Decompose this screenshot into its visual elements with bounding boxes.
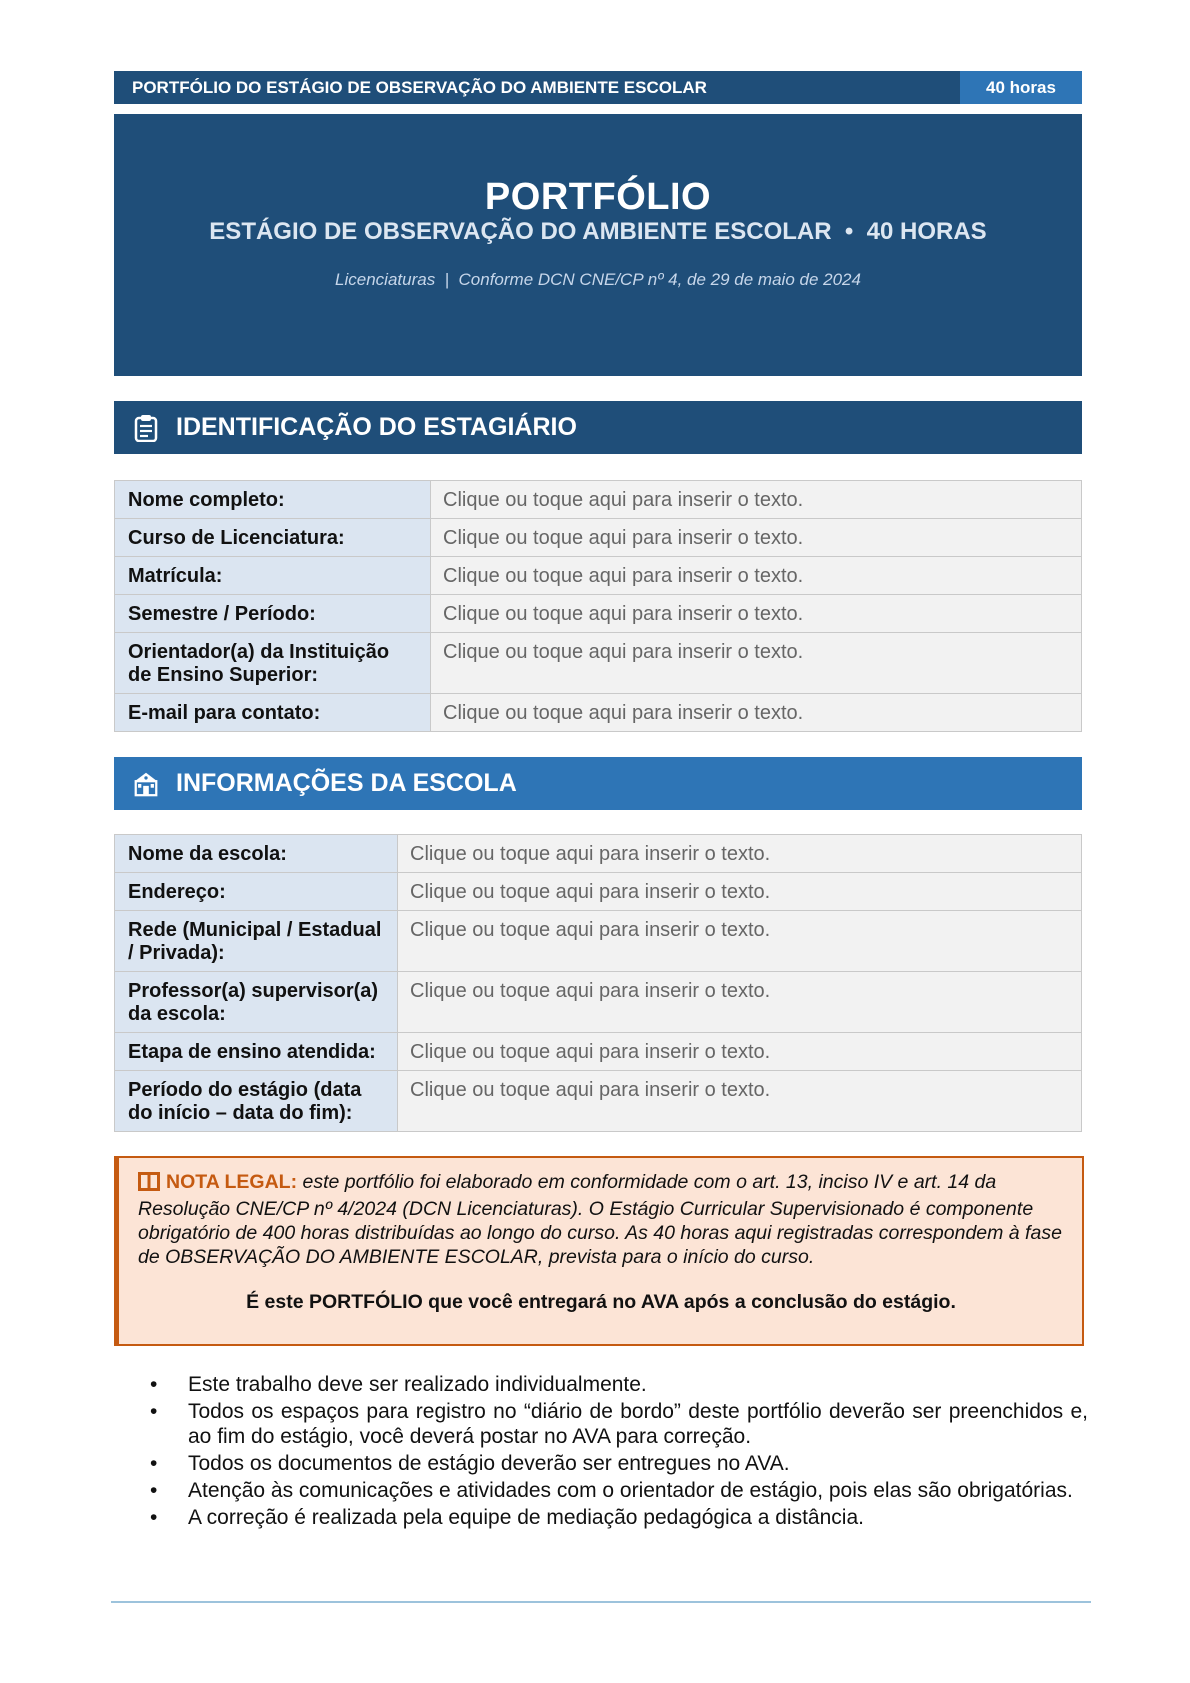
- legal-note-box: [114, 1156, 1084, 1346]
- list-item: • Atenção às comunicações e atividades com o orientador de estágio, pois elas são obrigatórias.: [150, 1478, 1088, 1503]
- form-row-semestre: [115, 595, 1082, 633]
- cover-banner: [114, 114, 1082, 376]
- curso-field[interactable]: Clique ou toque aqui para inserir o texto.: [431, 519, 1082, 557]
- email-field[interactable]: Clique ou toque aqui para inserir o texto.: [431, 694, 1082, 732]
- periodo-field[interactable]: Clique ou toque aqui para inserir o texto.: [398, 1071, 1082, 1132]
- instructions-list: [150, 1372, 1088, 1532]
- field-label: E-mail para contato:: [115, 694, 431, 732]
- form-row-endereco: [115, 873, 1082, 911]
- legal-note-cta: É este PORTFÓLIO que você entregará no AVA após a conclusão do estágio.: [246, 1291, 956, 1313]
- form-row-etapa: [115, 1033, 1082, 1071]
- list-item: • Todos os documentos de estágio deverão ser entregues no AVA.: [150, 1451, 1088, 1476]
- etapa-field[interactable]: Clique ou toque aqui para inserir o texto.: [398, 1033, 1082, 1071]
- list-item: • Este trabalho deve ser realizado individualmente.: [150, 1372, 1088, 1397]
- form-row-orientador: [115, 633, 1082, 694]
- cover-title: PORTFÓLIO: [484, 176, 712, 218]
- form-row-nome: [115, 481, 1082, 519]
- legal-note-body: [138, 1170, 1064, 1269]
- section-school-title: INFORMAÇÕES DA ESCOLA: [176, 769, 517, 797]
- orientador-field[interactable]: Clique ou toque aqui para inserir o texto.: [431, 633, 1082, 694]
- section-identification-title: IDENTIFICAÇÃO DO ESTAGIÁRIO: [176, 413, 577, 441]
- legal-note-tag: NOTA LEGAL:: [166, 1171, 298, 1193]
- legal-note-text: este portfólio foi elaborado em conformidade com o art. 13, inciso IV e art. 14 da Resolução CNE/CP nº 4/2024 (DCN Licenciaturas). O Estágio Curricular Supervisionado é componente obrigatório de 400 horas distribuídas ao longo do curso. As 40 horas aqui registradas correspondem à fase de OBSERVAÇÃO DO AMBIENTE ESCOLAR, prevista para o início do curso.: [138, 1171, 1062, 1268]
- field-label: Curso de Licenciatura:: [115, 519, 431, 557]
- list-item: • Todos os espaços para registro no “diário de bordo” deste portfólio deverão ser preenchidos e, ao fim do estágio, você deverá postar no AVA para correção.: [150, 1399, 1088, 1449]
- header-strip-hours: 40 horas: [960, 71, 1082, 104]
- header-strip-title: PORTFÓLIO DO ESTÁGIO DE OBSERVAÇÃO DO AMBIENTE ESCOLAR: [114, 71, 960, 104]
- form-row-curso: [115, 519, 1082, 557]
- field-label: Semestre / Período:: [115, 595, 431, 633]
- field-label: Professor(a) supervisor(a) da escola:: [115, 972, 398, 1033]
- endereco-field[interactable]: Clique ou toque aqui para inserir o texto.: [398, 873, 1082, 911]
- matricula-field[interactable]: Clique ou toque aqui para inserir o texto.: [431, 557, 1082, 595]
- field-label: Matrícula:: [115, 557, 431, 595]
- clipboard-icon: [132, 414, 160, 442]
- nome-escola-field[interactable]: Clique ou toque aqui para inserir o texto.: [398, 835, 1082, 873]
- nome-completo-field[interactable]: Clique ou toque aqui para inserir o texto.: [431, 481, 1082, 519]
- rede-field[interactable]: Clique ou toque aqui para inserir o texto.: [398, 911, 1082, 972]
- school-icon: [132, 770, 160, 798]
- field-label: Orientador(a) da Instituição de Ensino Superior:: [115, 633, 431, 694]
- header-strip: [114, 71, 1082, 104]
- form-row-periodo: [115, 1071, 1082, 1132]
- identification-form: [114, 480, 1082, 732]
- semestre-field[interactable]: Clique ou toque aqui para inserir o texto.: [431, 595, 1082, 633]
- field-label: Etapa de ensino atendida:: [115, 1033, 398, 1071]
- professor-field[interactable]: Clique ou toque aqui para inserir o texto.: [398, 972, 1082, 1033]
- form-row-escola: [115, 835, 1082, 873]
- field-label: Rede (Municipal / Estadual / Privada):: [115, 911, 398, 972]
- form-row-rede: [115, 911, 1082, 972]
- field-label: Nome da escola:: [115, 835, 398, 873]
- field-label: Endereço:: [115, 873, 398, 911]
- form-row-email: [115, 694, 1082, 732]
- cover-meta: Licenciaturas | Conforme DCN CNE/CP nº 4, de 29 de maio de 2024: [335, 270, 861, 289]
- form-row-professor: [115, 972, 1082, 1033]
- book-icon: [138, 1172, 160, 1197]
- cover-subtitle: ESTÁGIO DE OBSERVAÇÃO DO AMBIENTE ESCOLAR • 40 HORAS: [209, 218, 987, 245]
- footer-divider: [111, 1601, 1091, 1603]
- school-form: [114, 834, 1082, 1132]
- field-label: Nome completo:: [115, 481, 431, 519]
- field-label: Período do estágio (data do início – data do fim):: [115, 1071, 398, 1132]
- section-identification-header: [114, 401, 1082, 454]
- list-item: • A correção é realizada pela equipe de mediação pedagógica a distância.: [150, 1505, 1088, 1530]
- form-row-matricula: [115, 557, 1082, 595]
- section-school-header: [114, 757, 1082, 810]
